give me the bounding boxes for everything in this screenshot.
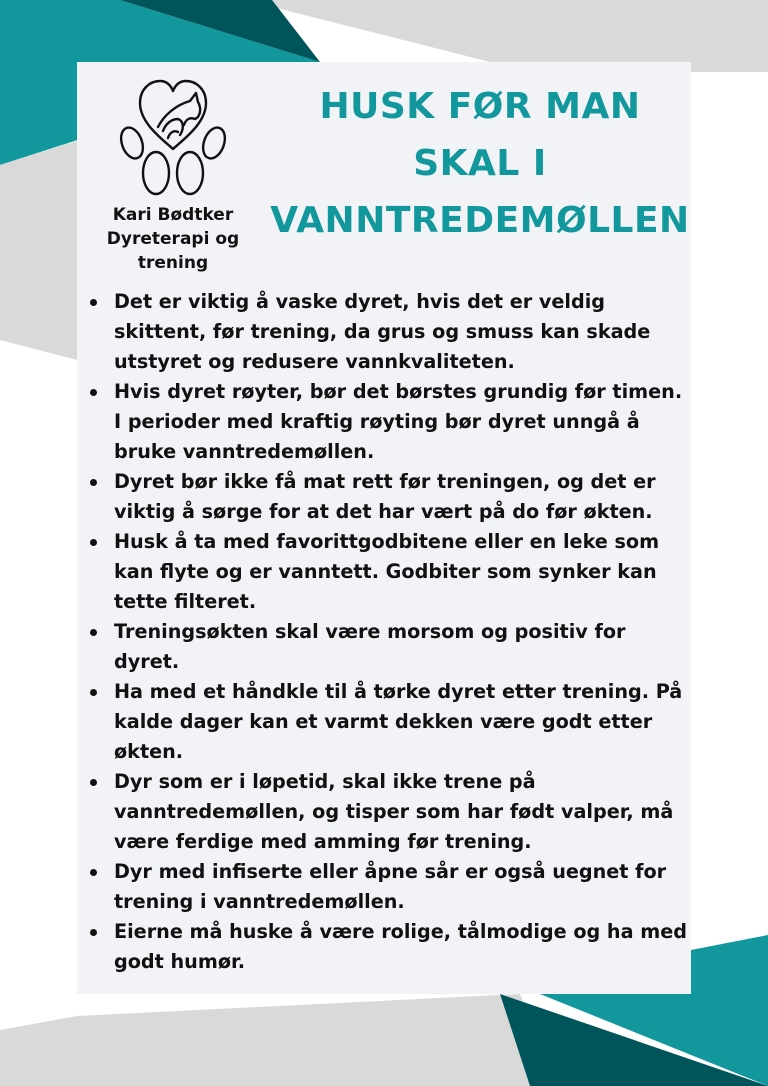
- title-line-3: VANNTREDEMØLLEN: [270, 200, 690, 241]
- logo-name: Kari Bødtker: [112, 205, 234, 225]
- list-item: Husk å ta med favorittgodbitene eller en leke som kan flyte og er vanntett. Godbiter som synker kan tette filteret.: [88, 527, 688, 617]
- list-item: Dyret bør ikke få mat rett før treningen, og det er viktig å sørge for at det har vært på do før økten.: [88, 467, 688, 527]
- page-title: [270, 78, 690, 249]
- heart-paw-horse-dog-cat-icon: [118, 75, 228, 197]
- list-item: Dyr som er i løpetid, skal ikke trene på vanntredemøllen, og tisper som har født valper, må være ferdige med amming før trening.: [88, 767, 688, 857]
- list-item: Treningsøkten skal være morsom og positiv for dyret.: [88, 617, 688, 677]
- bg-gray-left: [0, 141, 77, 360]
- bg-gray-bottom: [0, 994, 560, 1086]
- list-item: Det er viktig å vaske dyret, hvis det er veldig skittent, før trening, da grus og smuss kan skade utstyret og redusere vannkvaliteten.: [88, 287, 688, 377]
- logo-subtitle: Dyreterapi og trening: [106, 229, 240, 273]
- list-item: Ha med et håndkle til å tørke dyret etter trening. På kalde dager kan et varmt dekken være godt etter økten.: [88, 677, 688, 767]
- title-line-1: HUSK FØR MAN: [319, 86, 641, 127]
- logo-text: [72, 203, 274, 275]
- title-line-2: SKAL I: [413, 143, 547, 184]
- list-item: Eierne må huske å være rolige, tålmodige og ha med godt humør.: [88, 917, 688, 977]
- list-item: Hvis dyret røyter, bør det børstes grundig før timen. I perioder med kraftig røyting bør dyret unngå å bruke vanntredemøllen.: [88, 377, 688, 467]
- tips-list: [88, 287, 688, 977]
- list-item: Dyr med infiserte eller åpne sår er også uegnet for trening i vanntredemøllen.: [88, 857, 688, 917]
